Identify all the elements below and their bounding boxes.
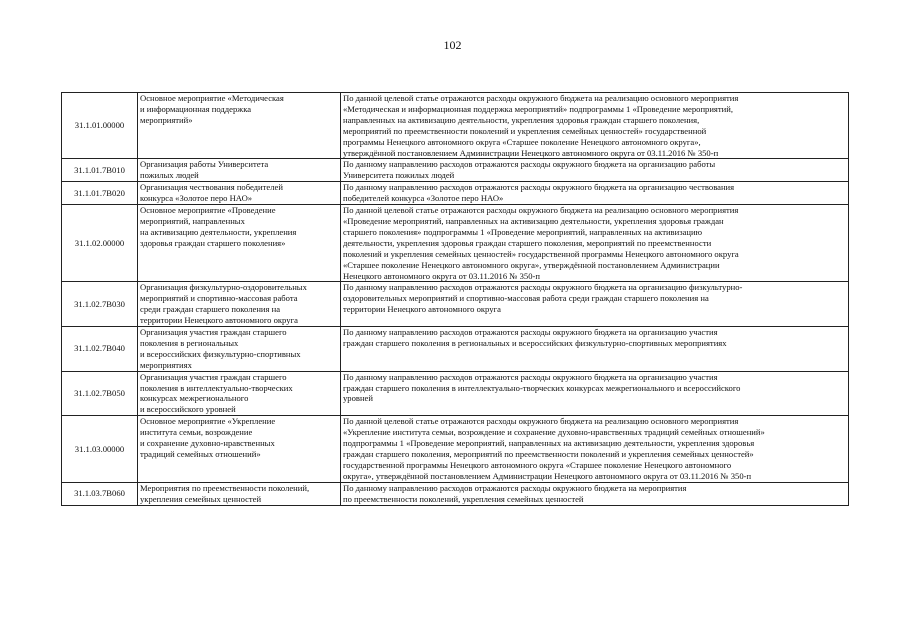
description-line: утверждённой постановлением Администрации Ненецкого автономного округа от 03.11.2016 № 350-п: [343, 147, 719, 158]
description-line: уровней: [343, 393, 373, 404]
description-cell: [341, 205, 849, 282]
item-name-line: мероприятий, направленных: [140, 215, 245, 226]
item-name-line: среди граждан старшего поколения на: [140, 304, 281, 315]
item-name-line: мероприятий и спортивно-массовая работа: [140, 293, 298, 304]
item-name-line: Организация чествования победителей: [140, 182, 283, 193]
item-name-line: Мероприятия по преемственности поколений,: [140, 482, 310, 493]
item-name-line: конкурса «Золотое перо НАО»: [140, 193, 253, 204]
description-line: По данному направлению расходов отражаются расходы окружного бюджета на мероприятия: [343, 482, 687, 493]
description-cell: [341, 282, 849, 327]
item-name-line: и информационная поддержка: [140, 103, 252, 114]
table-row: [62, 282, 849, 327]
description-cell: [341, 371, 849, 416]
item-name-line: и всероссийских физкультурно-спортивных: [140, 348, 301, 359]
description-line: граждан старшего поколения в региональных и всероссийских физкультурно-спортивных мероприятиях: [343, 337, 727, 348]
item-name-line: Основное мероприятие «Укрепление: [140, 416, 276, 427]
description-line: «Укрепление института семьи, возрождение и сохранение духовно-нравственных традиций семейных отношений»: [343, 427, 765, 438]
description-line: направленных на активизацию деятельности, укрепления здоровья граждан старшего поколения,: [343, 114, 700, 125]
item-name-cell: [138, 327, 341, 372]
description-line: граждан старшего поколения в интеллектуально-творческих конкурсах межрегионального и всероссийского: [343, 382, 741, 393]
budget-classification-table: [61, 92, 849, 506]
description-line: «Проведение мероприятий, направленных на активизацию деятельности, укрепления здоровья граждан: [343, 215, 724, 226]
item-name-line: мероприятиях: [140, 359, 192, 370]
item-name-line: конкурсах межрегионального: [140, 393, 249, 404]
table-row: [62, 416, 849, 482]
table-row: [62, 159, 849, 182]
description-line: старшего поколения» подпрограммы 1 «Проведение мероприятий, направленных на активизацию: [343, 226, 703, 237]
description-line: оздоровительных мероприятий и спортивно-массовая работа среди граждан старшего поколения на: [343, 293, 709, 304]
description-line: деятельности, укрепления здоровья граждан старшего поколения, мероприятий по преемственности: [343, 237, 712, 248]
description-line: По данному направлению расходов отражаются расходы окружного бюджета на организацию работы: [343, 159, 716, 170]
description-line: по преемственности поколений, укрепления семейных ценностей: [343, 493, 584, 504]
item-name-line: укрепления семейных ценностей: [140, 493, 262, 504]
description-line: Ненецкого автономного округа от 03.11.2016 № 350-п: [343, 270, 540, 281]
item-name-line: Организация участия граждан старшего: [140, 327, 287, 338]
table-row: [62, 93, 849, 159]
item-name-cell: [138, 159, 341, 182]
description-line: По данному направлению расходов отражаются расходы окружного бюджета на организацию физкультурно-: [343, 282, 743, 293]
item-name-line: мероприятий»: [140, 114, 193, 125]
item-name-line: и сохранение духовно-нравственных: [140, 438, 275, 449]
description-line: мероприятий по преемственности поколений и укрепления семейных ценностей» государственной: [343, 125, 707, 136]
description-line: «Методическая и информационная поддержка мероприятий» подпрограммы 1 «Проведение мероприятий,: [343, 103, 733, 114]
description-line: подпрограммы 1 «Проведение мероприятий, направленных на активизацию деятельности, укрепления здоровья: [343, 438, 755, 449]
table-row: [62, 371, 849, 416]
table-row: [62, 205, 849, 282]
item-name-cell: [138, 282, 341, 327]
description-line: По данной целевой статье отражаются расходы окружного бюджета на реализацию основного мероприятия: [343, 416, 739, 427]
target-code-cell: 31.1.01.7В010: [62, 159, 138, 182]
item-name-cell: [138, 182, 341, 205]
item-name-line: здоровья граждан старшего поколения»: [140, 237, 286, 248]
table-row: [62, 482, 849, 505]
item-name-cell: [138, 416, 341, 482]
page-number: 102: [443, 38, 462, 52]
description-line: По данному направлению расходов отражаются расходы окружного бюджета на организацию участия: [343, 327, 718, 338]
target-code-cell: 31.1.02.7В050: [62, 371, 138, 416]
description-line: По данной целевой статье отражаются расходы окружного бюджета на реализацию основного мероприятия: [343, 205, 739, 216]
item-name-cell: [138, 482, 341, 505]
description-cell: [341, 93, 849, 159]
item-name-line: института семьи, возрождение: [140, 427, 253, 438]
description-line: победителей конкурса «Золотое перо НАО»: [343, 193, 504, 204]
target-code-cell: 31.1.02.00000: [62, 205, 138, 282]
description-line: По данному направлению расходов отражаются расходы окружного бюджета на организацию участия: [343, 371, 718, 382]
description-line: граждан старшего поколения, мероприятий по преемственности поколений и укрепления семейных ценностей»: [343, 449, 754, 459]
target-code-cell: 31.1.01.7В020: [62, 182, 138, 205]
description-line: «Старшее поколение Ненецкого автономного округа», утверждённой постановлением Администрации: [343, 259, 720, 270]
target-code-cell: 31.1.03.7В060: [62, 482, 138, 505]
description-line: По данной целевой статье отражаются расходы окружного бюджета на реализацию основного мероприятия: [343, 93, 739, 103]
item-name-line: и всероссийского уровней: [140, 404, 236, 415]
target-code-cell: 31.1.01.00000: [62, 93, 138, 159]
description-cell: [341, 159, 849, 182]
item-name-line: Организация физкультурно-оздоровительных: [140, 282, 307, 293]
item-name-cell: [138, 371, 341, 416]
item-name-line: Основное мероприятие «Методическая: [140, 93, 284, 103]
item-name-line: территории Ненецкого автономного округа: [140, 315, 298, 326]
item-name-line: Организация работы Университета: [140, 159, 269, 170]
description-line: По данному направлению расходов отражаются расходы окружного бюджета на организацию чествования: [343, 182, 735, 193]
target-code-cell: 31.1.02.7В030: [62, 282, 138, 327]
target-code-cell: 31.1.02.7В040: [62, 327, 138, 372]
description-cell: [341, 182, 849, 205]
description-line: государственной программы Ненецкого автономного округа «Старшее поколение Ненецкого автономного: [343, 459, 732, 470]
description-cell: [341, 482, 849, 505]
item-name-line: Организация участия граждан старшего: [140, 371, 287, 382]
table-row: [62, 327, 849, 372]
description-line: округа», утверждённой постановлением Администрации Ненецкого автономного округа от 03.11.2016 № 350-п: [343, 470, 752, 481]
table-row: [62, 182, 849, 205]
item-name-line: поколения в региональных: [140, 337, 239, 348]
item-name-cell: [138, 205, 341, 282]
description-cell: [341, 416, 849, 482]
item-name-line: поколения в интеллектуально-творческих: [140, 382, 293, 393]
description-line: программы Ненецкого автономного округа «Старшее поколение Ненецкого автономного округа»,: [343, 136, 701, 147]
table-body: [62, 93, 849, 506]
item-name-line: Основное мероприятие «Проведение: [140, 205, 276, 216]
item-name-cell: [138, 93, 341, 159]
target-code-cell: 31.1.03.00000: [62, 416, 138, 482]
description-line: поколений и укрепления семейных ценностей» государственной программы Ненецкого автономного округа: [343, 248, 739, 259]
description-cell: [341, 327, 849, 372]
description-line: Университета пожилых людей: [343, 170, 455, 181]
item-name-line: на активизацию деятельности, укрепления: [140, 226, 297, 237]
item-name-line: традиций семейных отношений»: [140, 449, 261, 459]
description-line: территории Ненецкого автономного округа: [343, 304, 501, 315]
item-name-line: пожилых людей: [140, 170, 199, 181]
